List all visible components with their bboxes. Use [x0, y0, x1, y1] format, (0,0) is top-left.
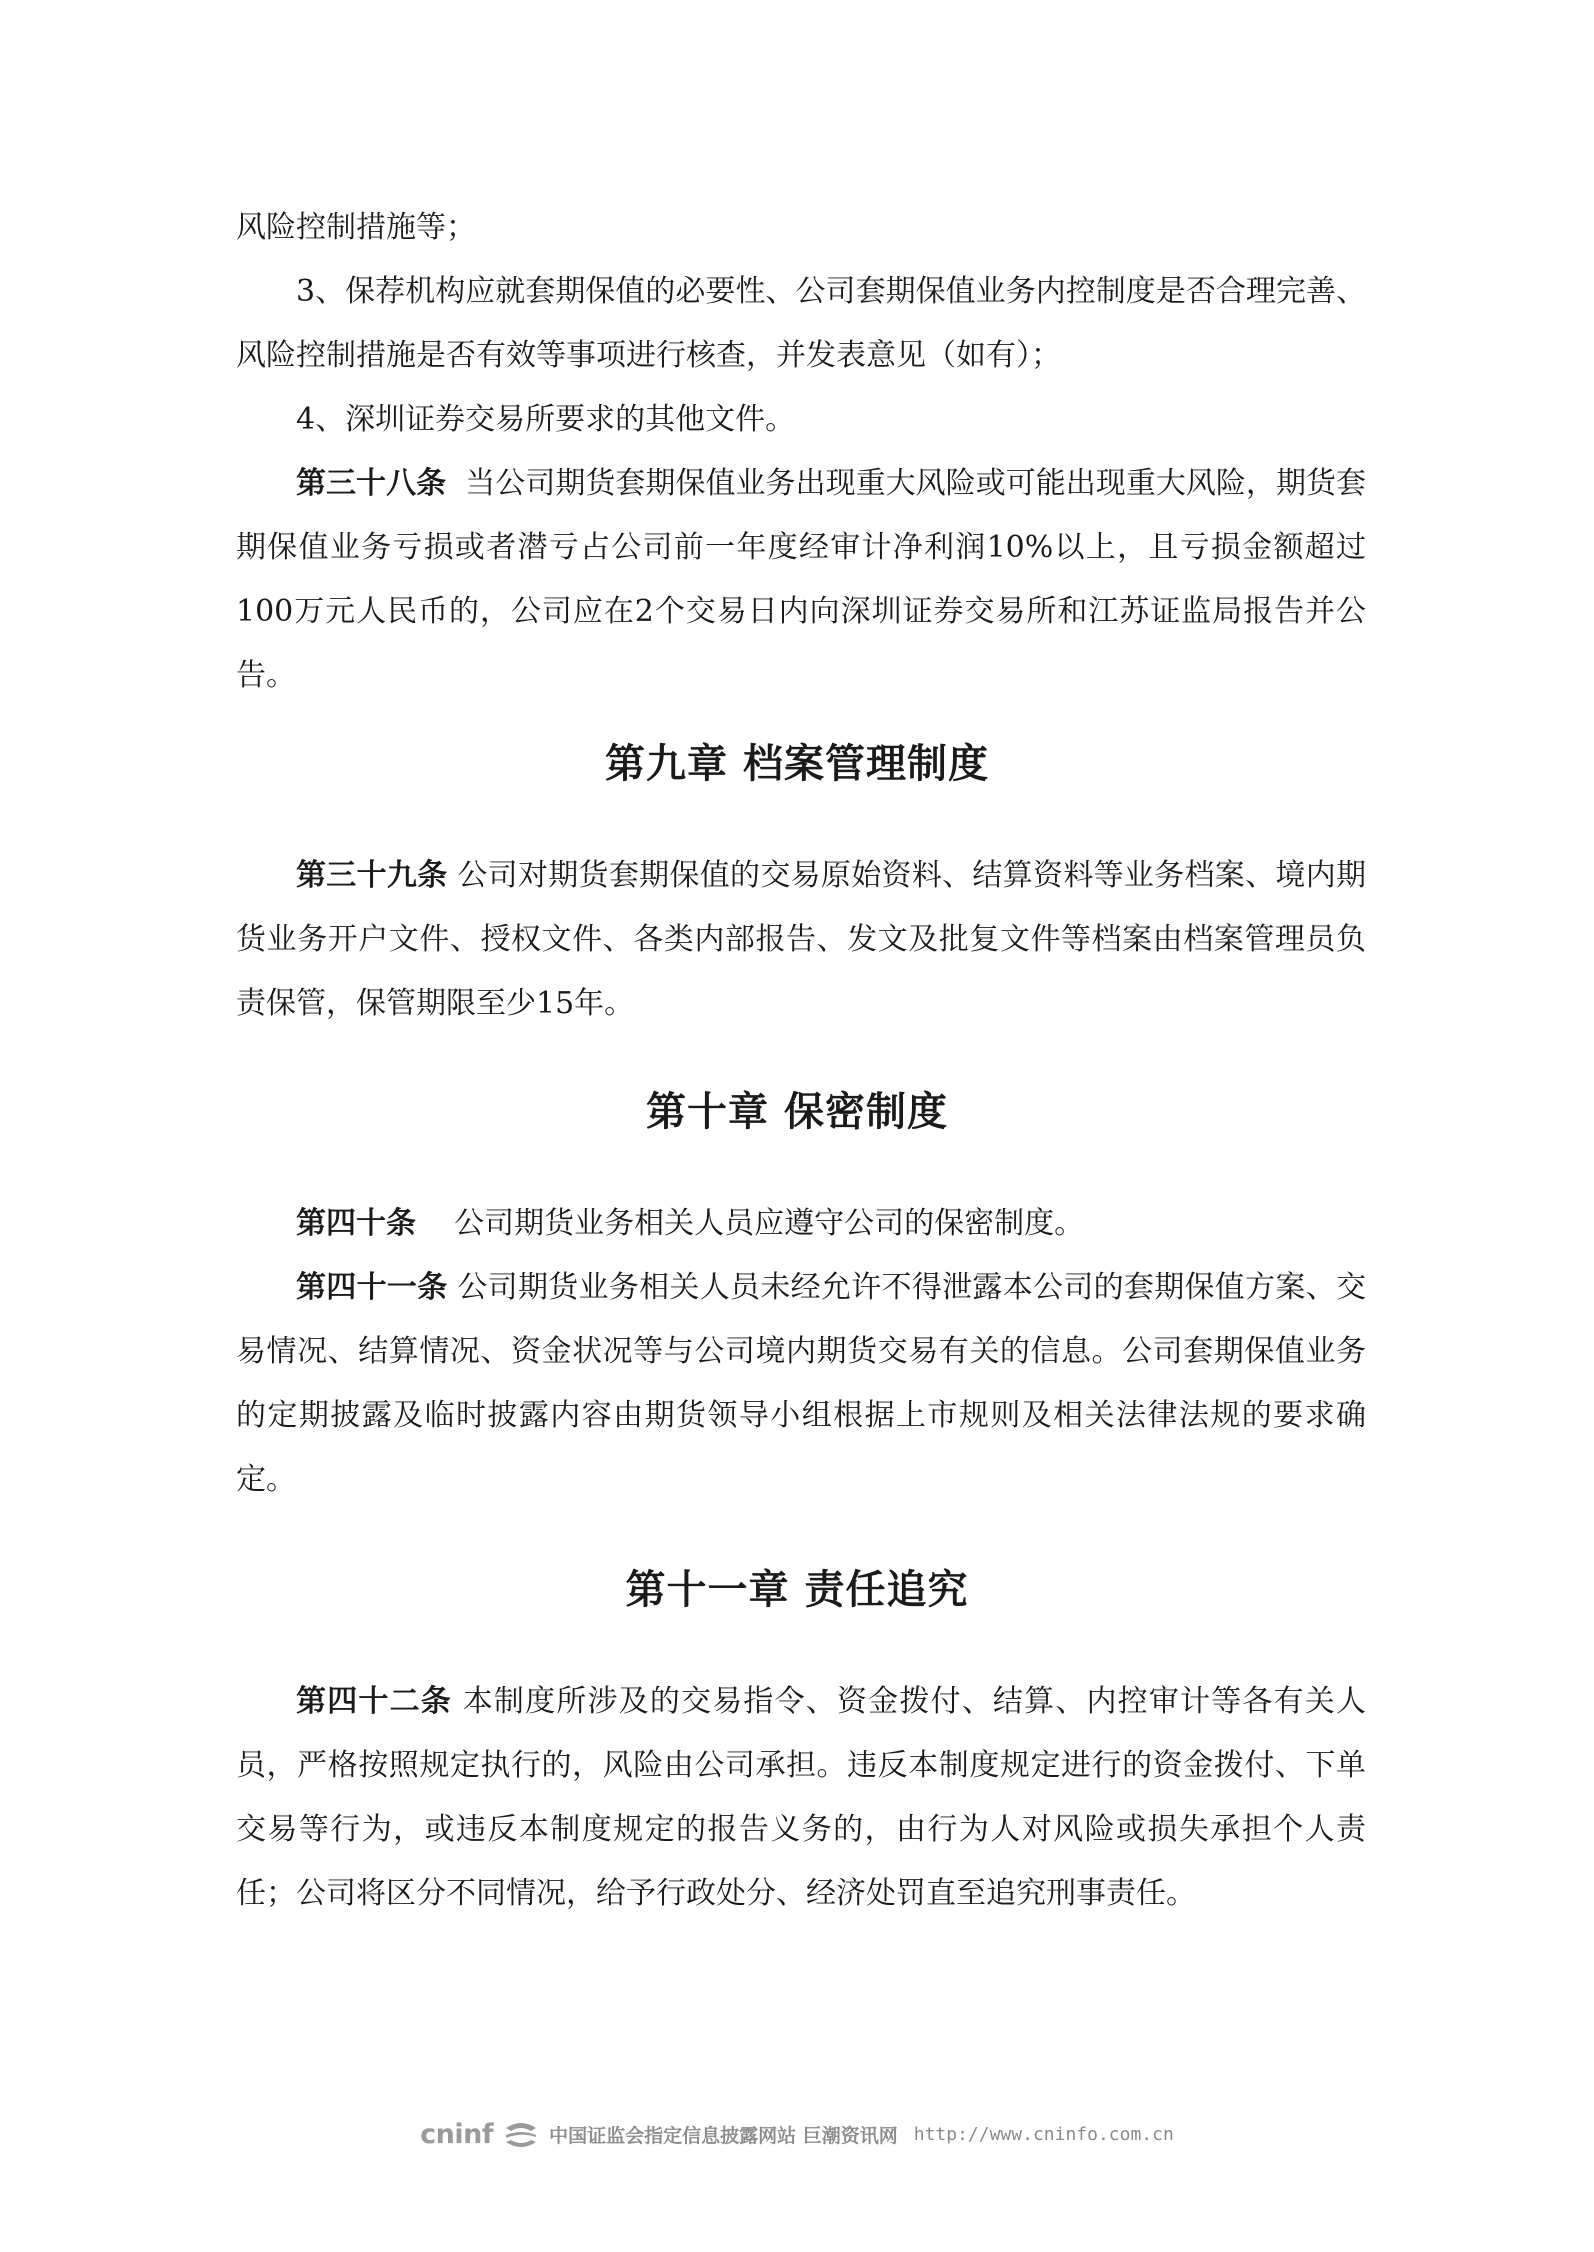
paragraph-continued: 风险控制措施等； — [236, 210, 476, 245]
article-38-heading: 第三十八条 — [296, 466, 447, 501]
cninfo-logo-text: cninf — [420, 2118, 494, 2150]
chapter-9-title: 第九章 档案管理制度 — [605, 740, 989, 787]
paragraph-item-3: 3、保荐机构应就套期保值的必要性、公司套期保值业务内控制度是否合理完善、风险控制措施是否有效等事项进行核查，并发表意见（如有）； — [236, 274, 1366, 373]
article-39-text: 公司对期货套期保值的交易原始资料、结算资料等业务档案、境内期货业务开户文件、授权文件、各类内部报告、发文及批复文件等档案由档案管理员负责保管，保管期限至少15年。 — [236, 858, 1367, 1021]
footer-url[interactable]: http://www.cninfo.com.cn — [913, 2123, 1174, 2145]
chapter-11-title: 第十一章 责任追究 — [625, 1566, 969, 1613]
cninfo-logo-icon — [503, 2120, 539, 2148]
page-footer — [0, 2114, 1594, 2154]
paragraph-item-4: 4、深圳证券交易所要求的其他文件。 — [296, 402, 796, 437]
article-41-text: 公司期货业务相关人员未经允许不得泄露本公司的套期保值方案、交易情况、结算情况、资金状况等与公司境内期货交易有关的信息。公司套期保值业务的定期披露及临时披露内容由期货领导小组根据上市规则及相关法律法规的要求确定。 — [236, 1270, 1367, 1497]
article-41 — [236, 1256, 1366, 1512]
article-39-heading: 第三十九条 — [296, 858, 448, 893]
footer-site-name: 中国证监会指定信息披露网站 巨潮资讯网 — [549, 2124, 898, 2147]
article-40-heading: 第四十条 — [296, 1206, 416, 1241]
article-42-text: 本制度所涉及的交易指令、资金拨付、结算、内控审计等各有关人员，严格按照规定执行的，风险由公司承担。违反本制度规定进行的资金拨付、下单交易等行为，或违反本制度规定的报告义务的，由行为人对风险或损失承担个人责任；公司将区分不同情况，给予行政处分、经济处罚直至追究刑事责任。 — [236, 1684, 1367, 1911]
article-42 — [236, 1670, 1366, 1926]
chapter-10-title: 第十章 保密制度 — [646, 1088, 948, 1135]
article-38 — [236, 452, 1366, 708]
article-42-heading: 第四十二条 — [296, 1684, 452, 1719]
article-39 — [236, 844, 1366, 1036]
article-40-text: 公司期货业务相关人员应遵守公司的保密制度。 — [454, 1206, 1085, 1241]
article-38-text: 当公司期货套期保值业务出现重大风险或可能出现重大风险，期货套期保值业务亏损或者潜亏占公司前一年度经审计净利润10%以上，且亏损金额超过100万元人民币的，公司应在2个交易日内向深圳证券交易所和江苏证监局报告并公告。 — [236, 466, 1367, 693]
article-40 — [236, 1192, 1366, 1256]
article-41-heading: 第四十一条 — [296, 1270, 448, 1305]
